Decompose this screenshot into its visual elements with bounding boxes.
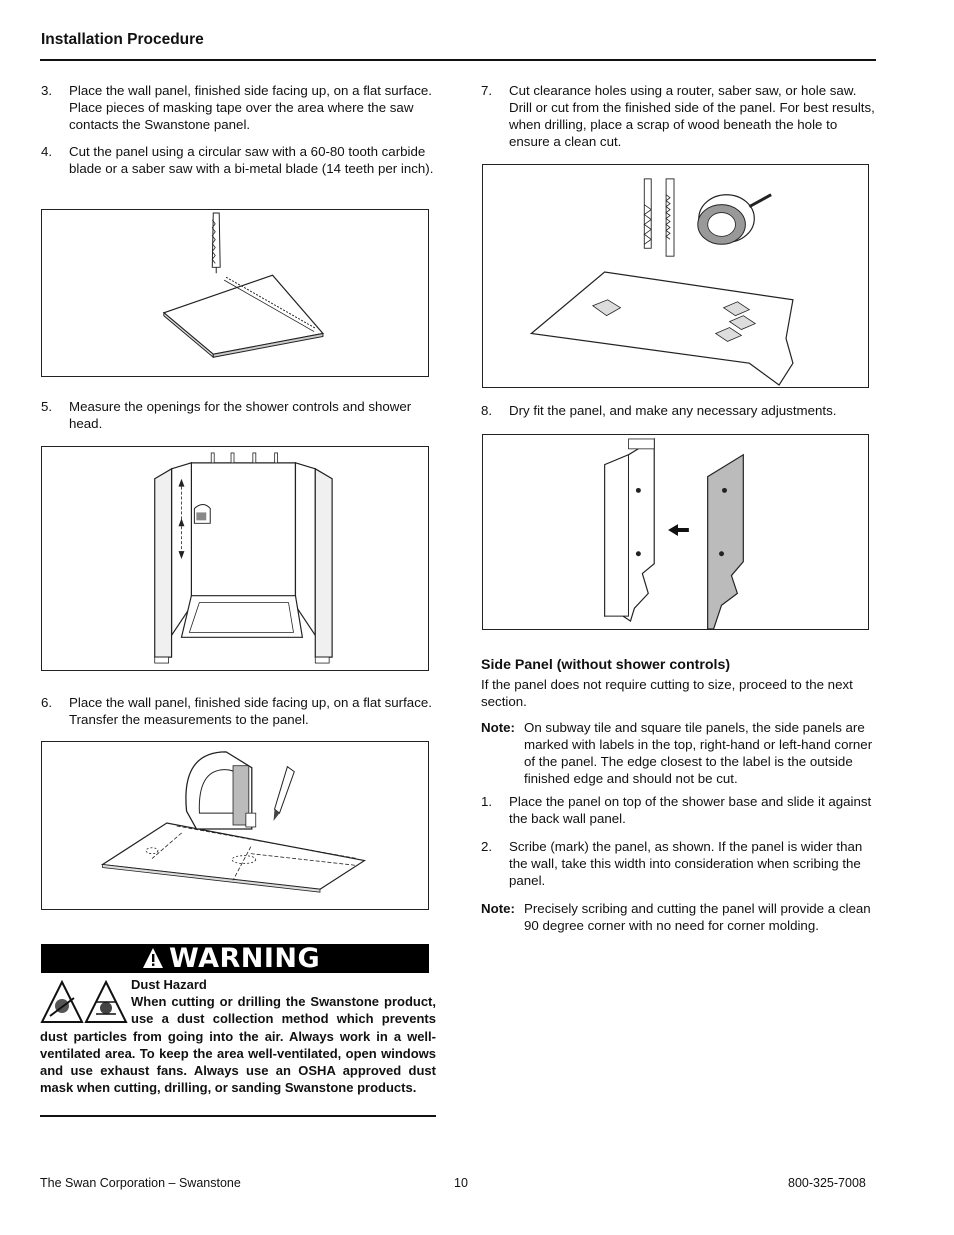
figure-cut-panel xyxy=(41,209,429,377)
side-step-2 xyxy=(481,838,877,889)
step-text: Place the wall panel, finished side facing up, on a flat surface. Place pieces of masking tape over the area where the saw contacts the Swanstone panel. xyxy=(69,83,432,132)
shower-enclosure-illustration xyxy=(42,447,428,670)
step-5 xyxy=(41,398,437,432)
tape-measure-pencil-illustration xyxy=(42,742,428,909)
step-text: Place the wall panel, finished side facing up, on a flat surface. Transfer the measurements to the panel. xyxy=(69,695,432,727)
step-number: 2. xyxy=(481,839,493,854)
step-number: 3. xyxy=(41,83,53,98)
warning-rule xyxy=(40,1115,436,1117)
step-text: Scribe (mark) the panel, as shown. If the panel is wider than the wall, take this width into consideration when scribing the panel. xyxy=(509,839,863,888)
warning-body xyxy=(40,976,436,1096)
step-4 xyxy=(41,143,437,177)
saw-blade-panel-illustration xyxy=(42,210,428,376)
step-number: 6. xyxy=(41,695,53,710)
drill-bits-panel-illustration xyxy=(483,165,868,387)
warning-triangle-icon xyxy=(142,947,164,969)
panel-dry-fit-illustration xyxy=(483,435,868,629)
note-text: On subway tile and square tile panels, the side panels are marked with labels in the top, right-hand or left-hand corner of the panel. The edge closest to the label is the outside finished edge and should not be cut. xyxy=(524,720,873,786)
step-3 xyxy=(41,82,437,133)
side-panel-heading: Side Panel (without shower controls) xyxy=(481,657,731,673)
figure-transfer-measurements xyxy=(41,741,429,910)
header-rule xyxy=(40,59,876,61)
note-labels xyxy=(481,719,877,787)
step-text: Cut the panel using a circular saw with a 60-80 tooth carbide blade or a saber saw with a bi-metal blade (14 teeth per inch). xyxy=(69,144,434,176)
step-text: Cut clearance holes using a router, saber saw, or hole saw. Drill or cut from the finished side of the panel. For best results, when drilling, place a scrap of wood beneath the hole to ensure a clean cut. xyxy=(509,83,875,149)
step-number: 7. xyxy=(481,83,493,98)
step-number: 4. xyxy=(41,144,53,159)
note-scribing xyxy=(481,900,877,934)
footer-phone: 800-325-7008 xyxy=(788,1176,866,1190)
note-label: Note: xyxy=(481,901,515,916)
step-text: Place the panel on top of the shower base and slide it against the back wall panel. xyxy=(509,794,872,826)
side-panel-intro: If the panel does not require cutting to size, proceed to the next section. xyxy=(481,677,853,709)
figure-clearance-holes xyxy=(482,164,869,388)
page-title: Installation Procedure xyxy=(41,31,204,48)
step-number: 8. xyxy=(481,403,493,418)
hazard-text: When cutting or drilling the Swanstone product, use a dust collection method which prevents dust particles from going into the air. Always work in a well-ventilated area. To keep the area well-ventilated, open windows and use exhaust fans. Always use an OSHA approved dust mask when cutting, drilling, or sanding Swanstone products. xyxy=(40,994,436,1096)
hazard-title: Dust Hazard xyxy=(131,977,207,992)
figure-measure-openings xyxy=(41,446,429,671)
step-text: Dry fit the panel, and make any necessary adjustments. xyxy=(509,403,837,418)
warning-banner xyxy=(41,944,429,973)
note-label: Note: xyxy=(481,720,515,735)
step-7 xyxy=(481,82,877,150)
footer-page-number: 10 xyxy=(454,1176,468,1190)
step-8 xyxy=(481,402,877,419)
footer-company: The Swan Corporation – Swanstone xyxy=(40,1176,241,1190)
step-number: 1. xyxy=(481,794,493,809)
dust-hazard-icons xyxy=(40,980,129,1024)
warning-title: WARNING xyxy=(169,943,321,974)
step-number: 5. xyxy=(41,399,53,414)
step-6 xyxy=(41,694,437,728)
note-text: Precisely scribing and cutting the panel will provide a clean 90 degree corner with no need for corner molding. xyxy=(524,901,871,933)
side-step-1 xyxy=(481,793,877,827)
figure-dry-fit xyxy=(482,434,869,630)
step-text: Measure the openings for the shower controls and shower head. xyxy=(69,399,412,431)
